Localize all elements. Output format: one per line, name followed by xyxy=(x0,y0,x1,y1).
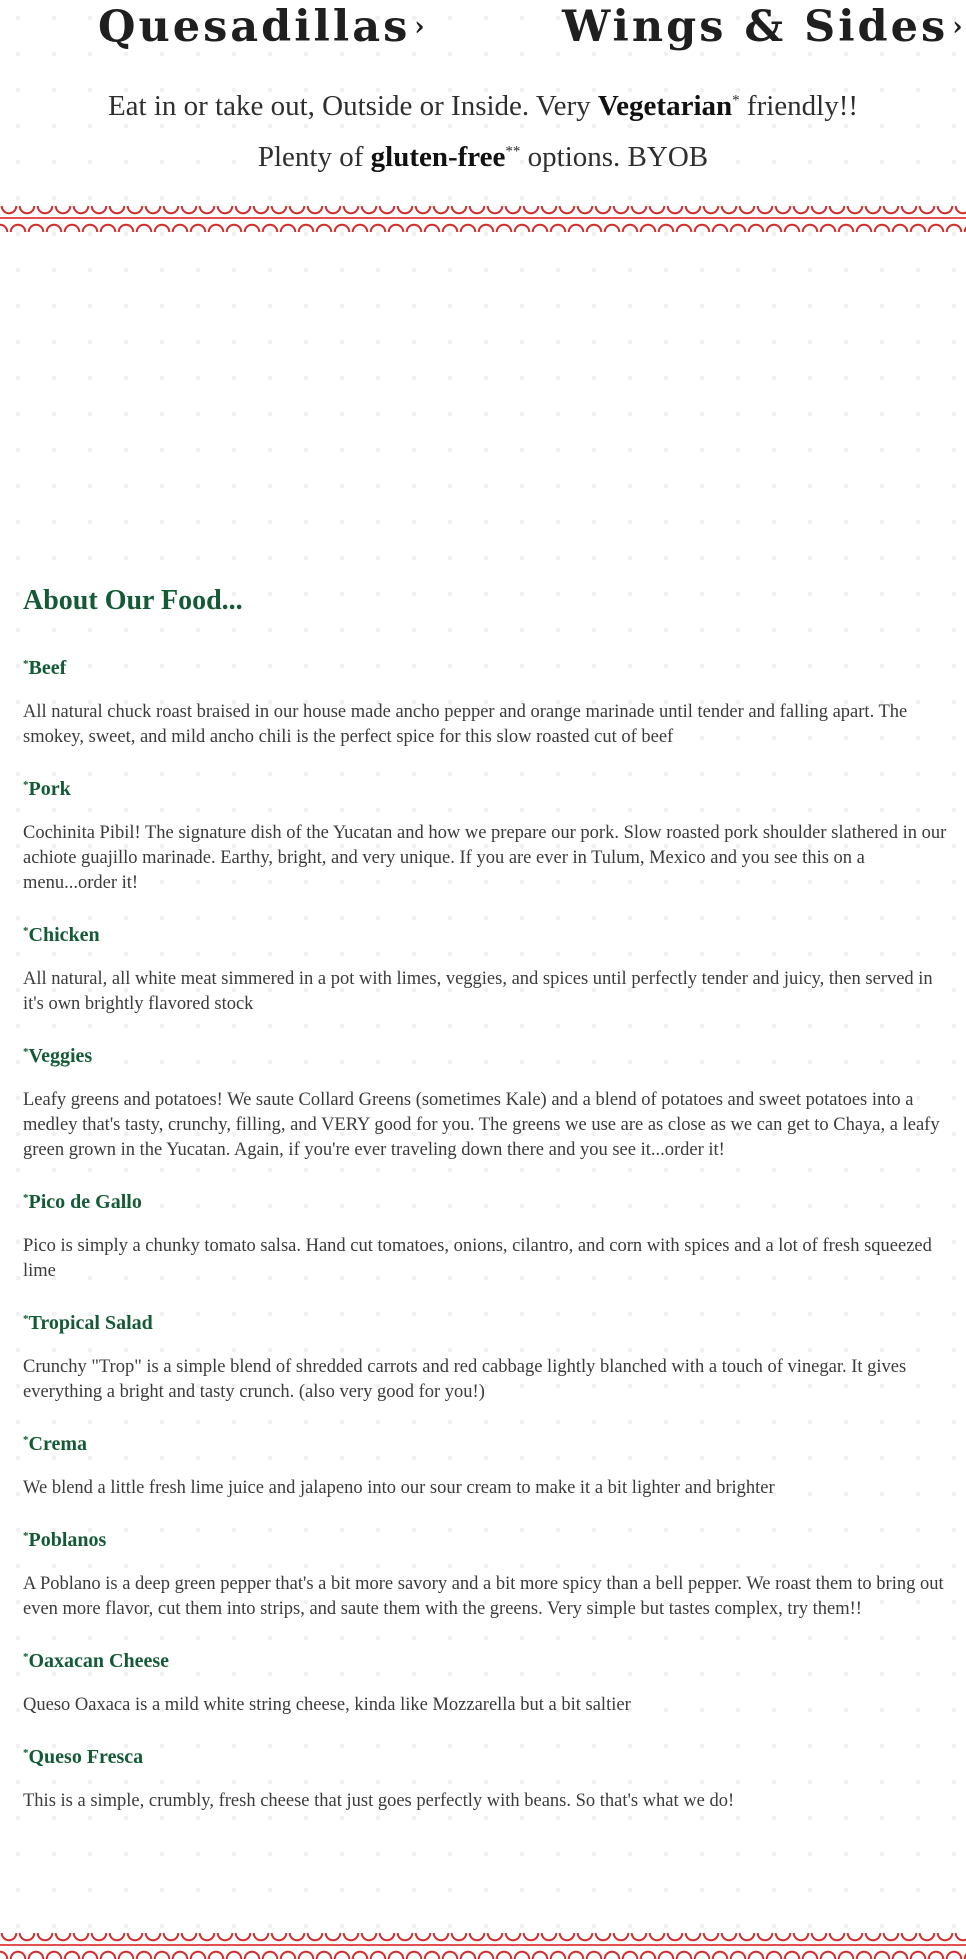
food-item-name xyxy=(23,1184,958,1216)
asterisk-mark: * xyxy=(23,1651,29,1663)
food-item-name xyxy=(23,1739,958,1771)
food-item-description: A Poblano is a deep green pepper that's a bit more savory and a bit more spicy than a bell pepper. We roast them to bring out even more flavor, cut them into strips, and saute them with the greens. Very simple but tastes complex, try them!! xyxy=(23,1574,944,1619)
asterisk-mark: * xyxy=(23,1192,29,1204)
about-our-food-section xyxy=(23,581,958,1835)
food-item-name xyxy=(23,1305,958,1337)
tagline-text: friendly!! xyxy=(739,90,859,122)
food-item-name xyxy=(23,771,958,803)
food-item-description: We blend a little fresh lime juice and jalapeno into our sour cream to make it a bit lighter and brighter xyxy=(23,1478,775,1498)
food-item-description: Crunchy "Trop" is a simple blend of shredded carrots and red cabbage lightly blanched with a touch of vinegar. It gives everything a bright and tasty crunch. (also very good for you!) xyxy=(23,1357,907,1402)
food-item-description: All natural chuck roast braised in our house made ancho pepper and orange marinade until tender and falling apart. The smokey, sweet, and mild ancho chili is the perfect spice for this slow roasted cut of beef xyxy=(23,702,908,747)
nav-link-wings-sides[interactable] xyxy=(562,0,963,54)
nav-link-quesadillas[interactable] xyxy=(98,0,425,54)
tagline-text: options. BYOB xyxy=(520,141,709,173)
food-item xyxy=(23,650,958,750)
food-item-name-text: Tropical Salad xyxy=(28,1312,153,1334)
tagline-text: Eat in or take out, Outside or Inside. Very xyxy=(107,90,598,122)
food-item xyxy=(23,1305,958,1405)
food-item xyxy=(23,917,958,1017)
food-item-name-text: Pork xyxy=(28,778,71,800)
asterisk-mark: * xyxy=(23,1434,29,1446)
food-item-name xyxy=(23,917,958,949)
food-item-name xyxy=(23,650,958,682)
asterisk-mark: * xyxy=(23,925,29,937)
food-item xyxy=(23,1184,958,1284)
food-item-name-text: Queso Fresca xyxy=(28,1746,144,1768)
tagline-bold-vegetarian: Vegetarian xyxy=(597,90,733,122)
tagline-vegetarian xyxy=(0,90,966,123)
food-item-name xyxy=(23,1426,958,1458)
asterisk-mark: * xyxy=(23,1530,29,1542)
food-list xyxy=(23,650,958,1814)
gluten-free-asterisks: ** xyxy=(505,143,521,160)
food-item-name-text: Pico de Gallo xyxy=(28,1191,142,1213)
food-item-description: Pico is simply a chunky tomato salsa. Hand cut tomatoes, onions, cilantro, and corn with spices and a lot of fresh squeezed lime xyxy=(23,1236,932,1281)
decorative-border-top xyxy=(0,206,966,232)
asterisk-mark: * xyxy=(23,658,29,670)
top-nav xyxy=(0,0,966,60)
food-item-name-text: Crema xyxy=(28,1433,87,1455)
tagline-text: Plenty of xyxy=(257,141,371,173)
asterisk-mark: * xyxy=(23,1747,29,1759)
food-item-name-text: Veggies xyxy=(28,1045,93,1067)
food-item xyxy=(23,1739,958,1814)
food-item-description: This is a simple, crumbly, fresh cheese that just goes perfectly with beans. So that's what we do! xyxy=(23,1791,735,1811)
vegetarian-asterisk: * xyxy=(732,92,740,109)
food-item xyxy=(23,1038,958,1163)
food-item-description: Leafy greens and potatoes! We saute Collard Greens (sometimes Kale) and a blend of potatoes and sweet potatoes into a medley that's tasty, crunchy, filling, and VERY good for you. The greens we use are as close as we can get to Chaya, a leafy green grown in the Yucatan. Again, if you're ever traveling down there and you see it...order it! xyxy=(23,1090,940,1160)
asterisk-mark: * xyxy=(23,1046,29,1058)
tagline-bold-gluten-free: gluten-free xyxy=(370,141,506,173)
food-item xyxy=(23,771,958,896)
nav-link-quesadillas-label: Quesadillas xyxy=(98,2,411,52)
food-item xyxy=(23,1643,958,1718)
asterisk-mark: * xyxy=(23,779,29,791)
asterisk-mark: * xyxy=(23,1313,29,1325)
food-item-name-text: Poblanos xyxy=(28,1529,107,1551)
chevron-right-icon: › xyxy=(414,12,425,42)
food-item-name-text: Beef xyxy=(28,657,67,679)
food-item xyxy=(23,1522,958,1622)
tagline-gluten-free xyxy=(0,141,966,174)
about-title: About Our Food... xyxy=(23,585,243,616)
food-item-name xyxy=(23,1038,958,1070)
food-item-description: Cochinita Pibil! The signature dish of the Yucatan and how we prepare our pork. Slow roasted pork shoulder slathered in our achiote guajillo marinade. Earthy, bright, and very unique. If you are ever in Tulum, Mexico and you see this on a menu...order it! xyxy=(23,823,947,893)
food-item-description: All natural, all white meat simmered in a pot with limes, veggies, and spices until perfectly tender and juicy, then served in it's own brightly flavored stock xyxy=(23,969,933,1014)
food-item-name-text: Chicken xyxy=(28,924,100,946)
chevron-right-icon: › xyxy=(952,12,963,42)
nav-link-wings-sides-label: Wings & Sides xyxy=(562,2,949,52)
decorative-border-bottom xyxy=(0,1933,966,1959)
food-item xyxy=(23,1426,958,1501)
food-item-name xyxy=(23,1522,958,1554)
food-item-description: Queso Oaxaca is a mild white string cheese, kinda like Mozzarella but a bit saltier xyxy=(23,1695,631,1715)
food-item-name-text: Oaxacan Cheese xyxy=(28,1650,170,1672)
food-item-name xyxy=(23,1643,958,1675)
